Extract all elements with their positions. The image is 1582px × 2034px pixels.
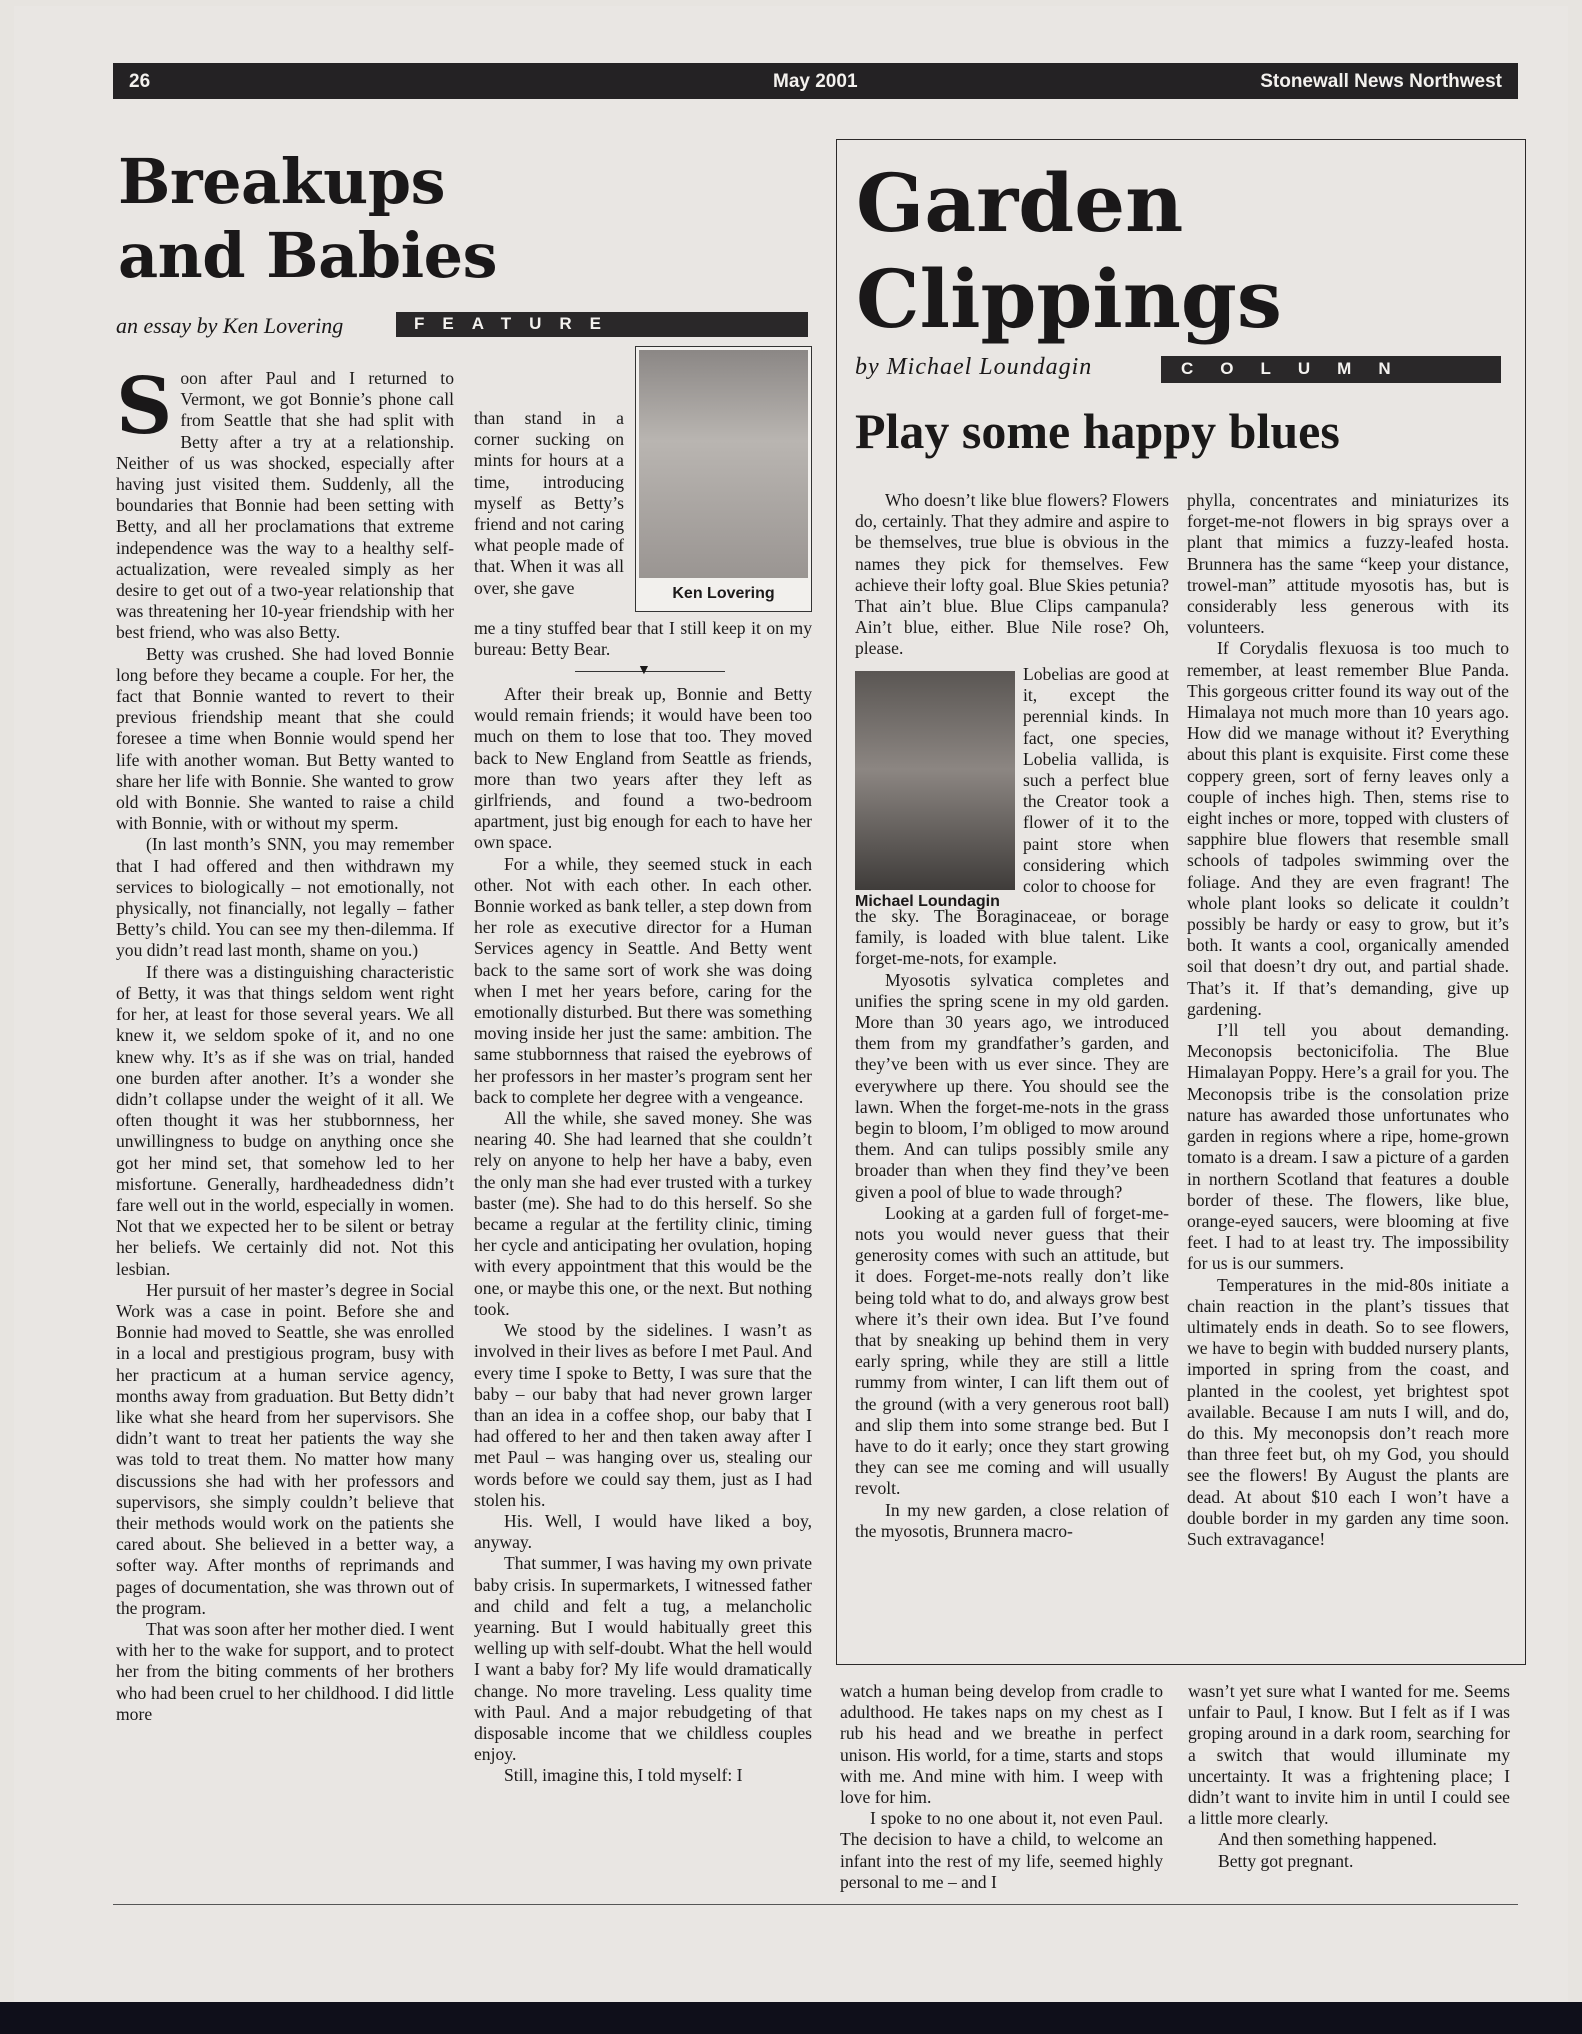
column-paragraph: Myosotis sylvatica completes and unifies the spring scene in my old garden. More than 30 years ago, we introduced them from my grandfather’s garden, and they’ve been with us ever since. They are everywhere up there. You should see the lawn. When the forget-me-nots in the grass begin to bloom, I’m obliged to mow around them. And can tulips possibly smile any broader than when they find they’ve been given a pool of blue to wade through? (855, 969, 1169, 1202)
feature-paragraph: For a while, they seemed stuck in each other. Not with each other. In each other. Bonnie worked as bank teller, a step down from her role as executive director for a Human Services agency in Seattle. And Betty went back to the same sort of work she was doing when I met her years before, caring for the emotionally disturbed. But there was something moving inside her just the same: ambition. The same stubbornness that raised the eyebrows of her professors in her master’s program sent her back to complete her degree with a vengeance. (474, 853, 812, 1107)
feature-paragraph: Betty was crushed. She had loved Bonnie long before they became a couple. For her, the fact that Bonnie wanted to revert to their previous friendship meant that she could foresee a time when Bonnie would spend her life with another woman. But Betty wanted to share her life with Bonnie. She wanted to grow old with Bonnie. She wanted to raise a child with Bonnie, with or without my sperm. (116, 643, 454, 834)
feature-column-3 (840, 1681, 1163, 1893)
feature-paragraph: watch a human being develop from cradle to adulthood. He takes naps on my chest as I rub his head and we breathe in perfect unison. His world, for a time, starts and stops with me. And mine with him. I weep with love for him. (840, 1681, 1163, 1808)
column-headline-line1: Garden (856, 156, 1184, 250)
page-header-bar (113, 63, 1518, 99)
column-paragraph: I’ll tell you about demanding. Meconopsis bectonicifolia. The Blue Himalayan Poppy. Here’s a grail for you. The Meconopsis tribe is the consolation prize nature has awarded those unfortunates who garden in regions where a ripe, home-grown tomato is a dream. I saw a picture of a garden in northern Scotland that features a double border of these. The flowers, like blue, orange-eyed saucers, were blooming at five feet. I had to at least try. The impossibility for us is our summers. (1187, 1020, 1509, 1274)
column-byline: by Michael Loundagin (855, 354, 1093, 380)
feature-paragraph: That was soon after her mother died. I went with her to the wake for support, and to protect her from the biting comments of her brothers who had been cruel to her childhood. I did little more (116, 1618, 454, 1724)
feature-column-1 (116, 361, 454, 1725)
feature-paragraph: We stood by the sidelines. I wasn’t as involved in their lives as before I met Paul. And every time I spoke to Betty, I was sure that the baby – our baby that had never grown larger than an idea in a coffee shop, our baby that I had offered to her and then taken away after I met Paul – was hanging over us, stealing our words before we could say them, just as I had stolen his. (474, 1320, 812, 1510)
column-subheadline: Play some happy blues (855, 403, 1340, 459)
feature-paragraph: than stand in a corner sucking on mints for hours at a time, introducing myself as Betty’s friend and not caring what people made of that. When it was all over, she gave (474, 408, 624, 598)
feature-column-4 (1188, 1681, 1510, 1872)
column-paragraph: Lobelias are good at it, except the perennial kinds. In fact, one species, Lobelia vallida, is such a perfect blue the Creator took a flower of it to the paint store when considering which color to choose for (1023, 664, 1169, 897)
feature-byline: an essay by Ken Lovering (116, 313, 344, 338)
photo-caption-ken: Ken Lovering (672, 585, 775, 602)
feature-paragraph: wasn’t yet sure what I wanted for me. Seems unfair to Paul, I know. But I felt as if I was groping around in a dark room, searching for a switch that would illuminate my uncertainty. It was a frightening place; I didn’t want to invite him in until I could see a little more clearly. (1188, 1681, 1510, 1829)
column-paragraph: phylla, concentrates and miniaturizes its forget-me-not flowers in big sprays over a plant that mimics a fuzzy-leafed hosta. Brunnera has the same “keep your distance, trowel-man” attitude myosotis has, but is considerably less generous with its volunteers. (1187, 490, 1509, 638)
feature-paragraph: All the while, she saved money. She was nearing 40. She had learned that she couldn’t rely on anyone to help her have a baby, even the only man she had ever trusted with a turkey baster (me). She had to do this herself. So she became a regular at the fertility clinic, timing her cycle and anticipating her ovulation, hoping with every appointment that this would be the one, or maybe this one, or the next. But nothing took. (474, 1108, 812, 1319)
feature-paragraph: His. Well, I would have liked a boy, anyway. (474, 1510, 812, 1553)
author-photo-michael (855, 671, 1015, 910)
page-number: 26 (129, 71, 151, 92)
column-headline (856, 155, 1282, 347)
column-1 (855, 906, 1169, 1542)
portrait-image (639, 350, 808, 578)
column-tag: COLUMN (1161, 356, 1501, 383)
feature-headline-line1: Breakups (118, 145, 445, 218)
column-paragraph: Temperatures in the mid-80s initiate a chain reaction in the plant’s tissues that ultimately ends in death. So to see flowers, we have to begin with budded nursery plants, imported in spring from the coast, and planted in the coolest, yet brightest spot available. Because I am nuts I will, and do, do this. My meconopsis don’t reach more than three feet but, oh my God, you should see the flowers! By August the plants are dead. At about $10 each I won’t have a double border in my garden any time soon. Such extravagance! (1187, 1274, 1509, 1549)
photo-caption-michael: Michael Loundagin (855, 893, 1000, 910)
scan-edge (0, 2002, 1582, 2034)
column-paragraph: the sky. The Boraginaceae, or borage family, is loaded with blue talent. Like forget-me-nots, for example. (855, 906, 1169, 969)
column-headline-line2: Clippings (856, 252, 1282, 346)
feature-column-2-tail (474, 618, 812, 660)
column-2 (1187, 490, 1509, 1550)
column-paragraph: Looking at a garden full of forget-me-nots you would never guess that their generosity comes with such an attitude, but it does. Forget-me-nots really don’t like being told what to do, and always grow best where it’s their own idea. But I’ve found that by sneaking up behind them in very early spring, while they are still a little rummy from winter, I can lift them out of the ground (with a very generous root ball) and slip them into some strange bed. But I have to do it early; once they start growing they can see me coming and will usually revolt. (855, 1202, 1169, 1499)
column-1-top (855, 490, 1169, 660)
feature-tag: FEATURE (396, 312, 808, 337)
feature-paragraph: I spoke to no one about it, not even Paul. The decision to have a child, to welcome an infant into the rest of my life, seemed highly personal to me – and I (840, 1808, 1163, 1892)
author-photo-ken (635, 346, 812, 612)
feature-paragraph: Still, imagine this, I told myself: I (504, 1765, 743, 1786)
publication-name: Stonewall News Northwest (1260, 71, 1502, 92)
issue-date: May 2001 (773, 71, 858, 92)
drop-cap: S (116, 361, 173, 452)
feature-first-paragraph: Soon after Paul and I returned to Vermont, we got Bonnie’s phone call from Seattle that she had split with Betty after a try at a relationship. Neither of us was shocked, especially after having just visited them. Suddenly, all the boundaries that Bonnie had been setting with Betty, and all her proclamations that extreme independence was the way to a healthy self-actualization, were revealed simply as her desire to get out of a two-year relationship that was threatening her 10-year friendship with her best friend, who was also Betty. (116, 361, 454, 643)
feature-column-2-top (474, 408, 624, 599)
feature-headline (118, 145, 497, 293)
feature-paragraph: me a tiny stuffed bear that I still keep it on my bureau: Betty Bear. (474, 618, 812, 660)
feature-column-2 (474, 684, 812, 1787)
feature-paragraph: If there was a distinguishing characteristic of Betty, it was that things seldom went right for her, at least for those several years. We all knew it, we seldom spoke of it, and no one knew why. It’s as if she was on trial, handed one burden after another. It’s a wonder she didn’t collapse under the weight of it all. We often thought it was her stubbornness, her unwillingness to budge on anything once she got her mind set, that somehow led to her misfortune. Generally, hardheadedness didn’t fare well out in the world, especially in women. Not that we expected her to be silent or betray her beliefs. We certainly did not. Not this lesbian. (116, 961, 454, 1279)
column-paragraph: If Corydalis flexuosa is too much to remember, at least remember Blue Panda. This gorgeous critter found its way out of the Himalaya not much more than 10 years ago. How did we manage without it? Everything about this plant is exquisite. First come these coppery green, sort of ferny leaves only a couple of inches high. Then, stems rise to eight inches or more, topped with clusters of sapphire blue flowers that resemble small schools of tadpoles swimming over the foliage. And they are even fragrant! The whole plant looks so delicate it couldn’t possibly be hardy or easy to grow, but it’s both. It wants a cool, organically amended soil that doesn’t dry out, and partial shade. That’s it. If that’s demanding, give up gardening. (1187, 638, 1509, 1019)
feature-paragraph: That summer, I was having my own private baby crisis. In supermarkets, I witnessed father and child and felt a tug, a melancholic yearning. But I would habitually greet this welling up with self-doubt. What the hell would I want a baby for? My life would dramatically change. No more traveling. Less quality time with Paul. And a major rebudgeting of that disposable income that we childless couples enjoy. (474, 1553, 812, 1765)
feature-headline-line2: and Babies (118, 219, 498, 292)
feature-paragraph: (In last month’s SNN, you may remember that I had offered and then withdrawn my services to biologically – not emotionally, not physically, not financially, not legally – father Betty’s child. You can see my then-dilemma. If you didn’t read last month, shame on you.) (116, 834, 454, 961)
portrait-image (855, 671, 1015, 890)
column-1-wrap (1023, 664, 1169, 897)
column-paragraph: Who doesn’t like blue flowers? Flowers do, certainly. That they admire and aspire to be themselves, true blue is obvious in the names they pick for themselves. Few achieve their lofty goal. Blue Skies petunia? That ain’t blue. Blue Clips campanula? Ain’t blue, either. Blue Nile rose? Oh, please. (855, 490, 1169, 659)
feature-paragraph: Her pursuit of her master’s degree in Social Work was a case in point. Before she and Bonnie had moved to Seattle, she was enrolled in a local and prestigious program, busy with her practicum at a human service agency, months away from graduation. But Betty didn’t like what she heard from her supervisors. She didn’t want to treat her patients the way she was told to treat them. No matter how many discussions she had with her professors and supervisors, she simply couldn’t believe that their methods would work on the patients she cared about. She believed in a better way, a softer way. After months of reprimands and pages of documentation, she was thrown out of the program. (116, 1279, 454, 1618)
feature-paragraph: After their break up, Bonnie and Betty would remain friends; it would have been too much on them to lose that too. They moved back to New England from Seattle as friends, more than two years after they left as girlfriends, and found a two-bedroom apartment, just big enough for each to have her own space. (474, 684, 812, 853)
feature-paragraph: And then something happened. (1218, 1829, 1437, 1850)
column-paragraph: In my new garden, a close relation of the myosotis, Brunnera macro- (855, 1499, 1169, 1541)
feature-paragraph: Betty got pregnant. (1218, 1850, 1354, 1871)
divider-arrow-icon: ▼ (637, 663, 651, 678)
bottom-rule (113, 1904, 1518, 1905)
